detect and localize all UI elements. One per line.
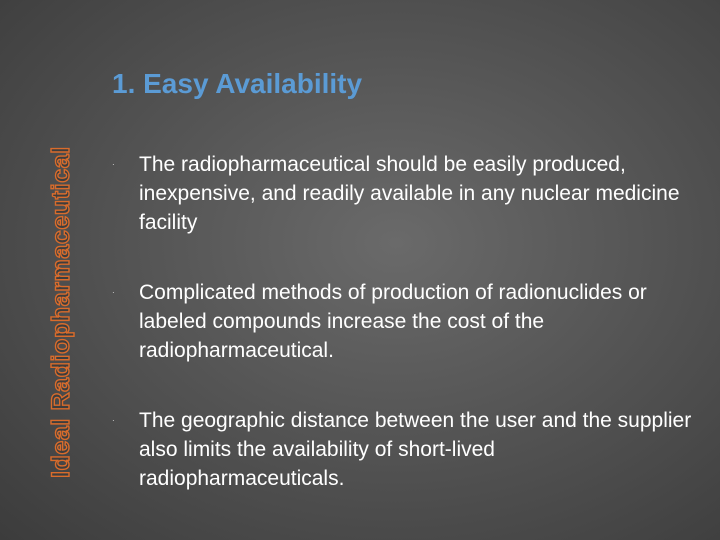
- bullet-text: The radiopharmaceutical should be easily produced, inexpensive, and readily available in any nuclear medicine facility: [139, 153, 680, 234]
- bullet-list: [112, 150, 702, 534]
- bullet-item: [112, 278, 702, 365]
- bullet-dot-icon: ·: [112, 288, 115, 297]
- bullet-text: Complicated methods of production of radionuclides or labeled compounds increase the cost of the radiopharmaceutical.: [139, 281, 647, 362]
- bullet-item: [112, 406, 702, 493]
- side-title: Ideal Radiopharmaceutical: [47, 146, 75, 478]
- bullet-item: [112, 150, 702, 237]
- bullet-text: The geographic distance between the user and the supplier also limits the availability of short-lived radiopharmaceuticals.: [139, 409, 692, 490]
- bullet-dot-icon: ·: [112, 160, 115, 169]
- slide-heading: 1. Easy Availability: [112, 68, 363, 99]
- bullet-dot-icon: ·: [112, 416, 115, 425]
- divider: [95, 40, 96, 500]
